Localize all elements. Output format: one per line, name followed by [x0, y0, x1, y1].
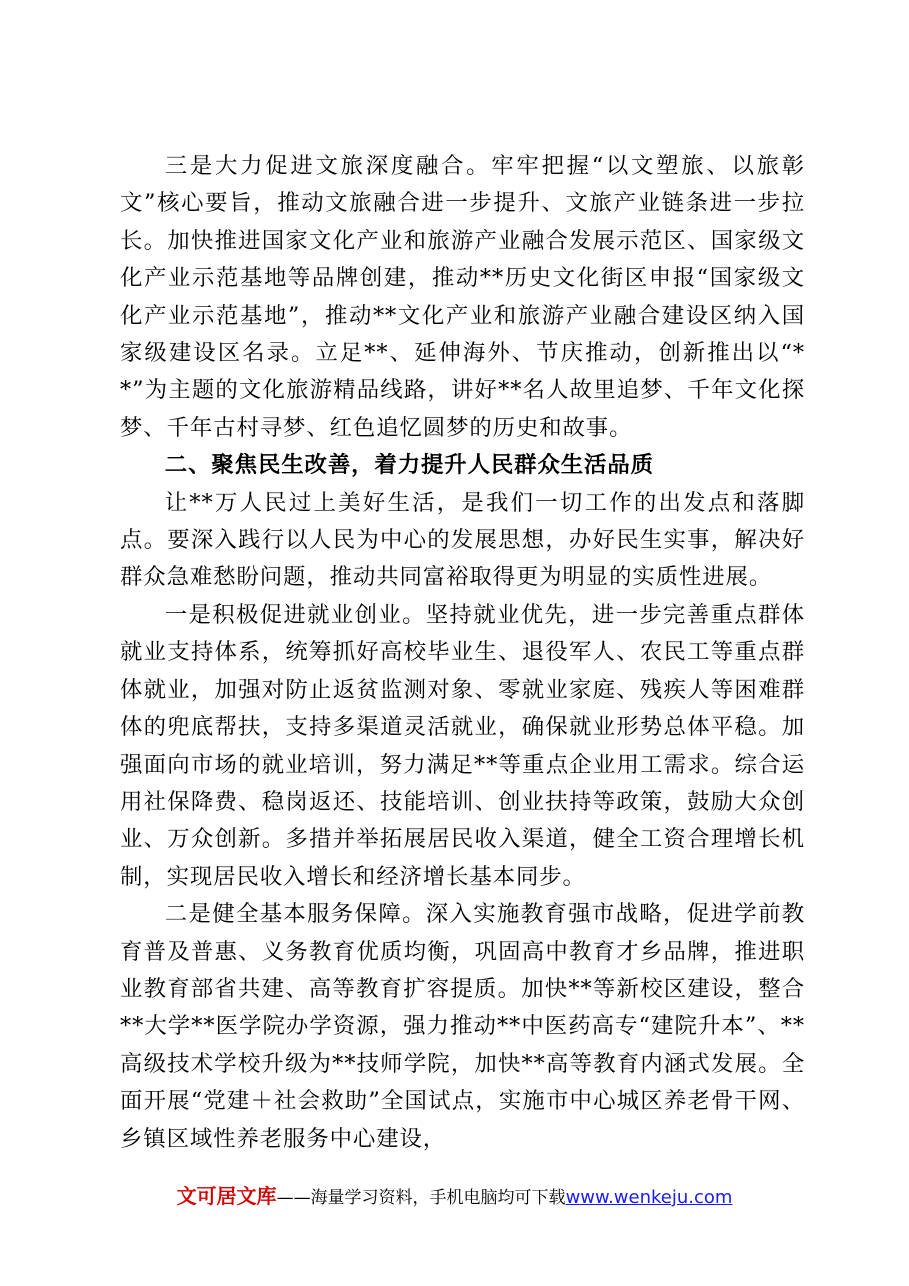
- footer-url-link[interactable]: www.wenkeju.com: [565, 1187, 733, 1208]
- footer-brand: 文可居文库: [176, 1184, 277, 1208]
- paragraph-culture-tourism: 三是大力促进文旅深度融合。牢牢把握“以文塑旅、以旅彰文”核心要旨，推动文旅融合进一步提升、文旅产业链条进一步拉长。加快推进国家文化产业和旅游产业融合发展示范区、国家级文化产业示范基地等品牌创建，推动**历史文化街区申报“国家级文化产业示范基地”，推动**文化产业和旅游产业融合建设区纳入国家级建设区名录。立足**、延伸海外、节庆推动，创新推出以“**”为主题的文化旅游精品线路，讲好**名人故里追梦、千年文化探梦、千年古村寻梦、红色追忆圆梦的历史和故事。: [120, 153, 805, 441]
- footer-tagline: ——海量学习资料，手机电脑均可下载: [276, 1188, 566, 1208]
- footer-banner: [0, 1184, 909, 1210]
- paragraph-livelihood-intro: 让**万人民过上美好生活，是我们一切工作的出发点和落脚点。要深入践行以人民为中心的发展思想，办好民生实事，解决好群众急难愁盼问题，推动共同富裕取得更为明显的实质性进展。: [120, 489, 805, 591]
- paragraph-basic-services: 二是健全基本服务保障。深入实施教育强市战略，促进学前教育普及普惠、义务教育优质均衡，巩固高中教育才乡品牌，推进职业教育部省共建、高等教育扩容提质。加快**等新校区建设，整合**大学**医学院办学资源，强力推动**中医药高专“建院升本”、**高级技术学校升级为**技师学院，加快**高等教育内涵式发展。全面开展“党建＋社会救助”全国试点，实施市中心城区养老骨干网、乡镇区域性养老服务中心建设，: [120, 901, 805, 1152]
- document-body: [120, 148, 805, 1158]
- section-heading-livelihood: 二、聚焦民生改善，着力提升人民群众生活品质: [164, 452, 654, 479]
- paragraph-employment: 一是积极促进就业创业。坚持就业优先，进一步完善重点群体就业支持体系，统筹抓好高校毕业生、退役军人、农民工等重点群体就业，加强对防止返贫监测对象、零就业家庭、残疾人等困难群体的兜底帮扶，支持多渠道灵活就业，确保就业形势总体平稳。加强面向市场的就业培训，努力满足**等重点企业用工需求。综合运用社保降费、稳岗返还、技能培训、创业扶持等政策，鼓励大众创业、万众创新。多措并举拓展居民收入渠道，健全工资合理增长机制，实现居民收入增长和经济增长基本同步。: [120, 601, 805, 890]
